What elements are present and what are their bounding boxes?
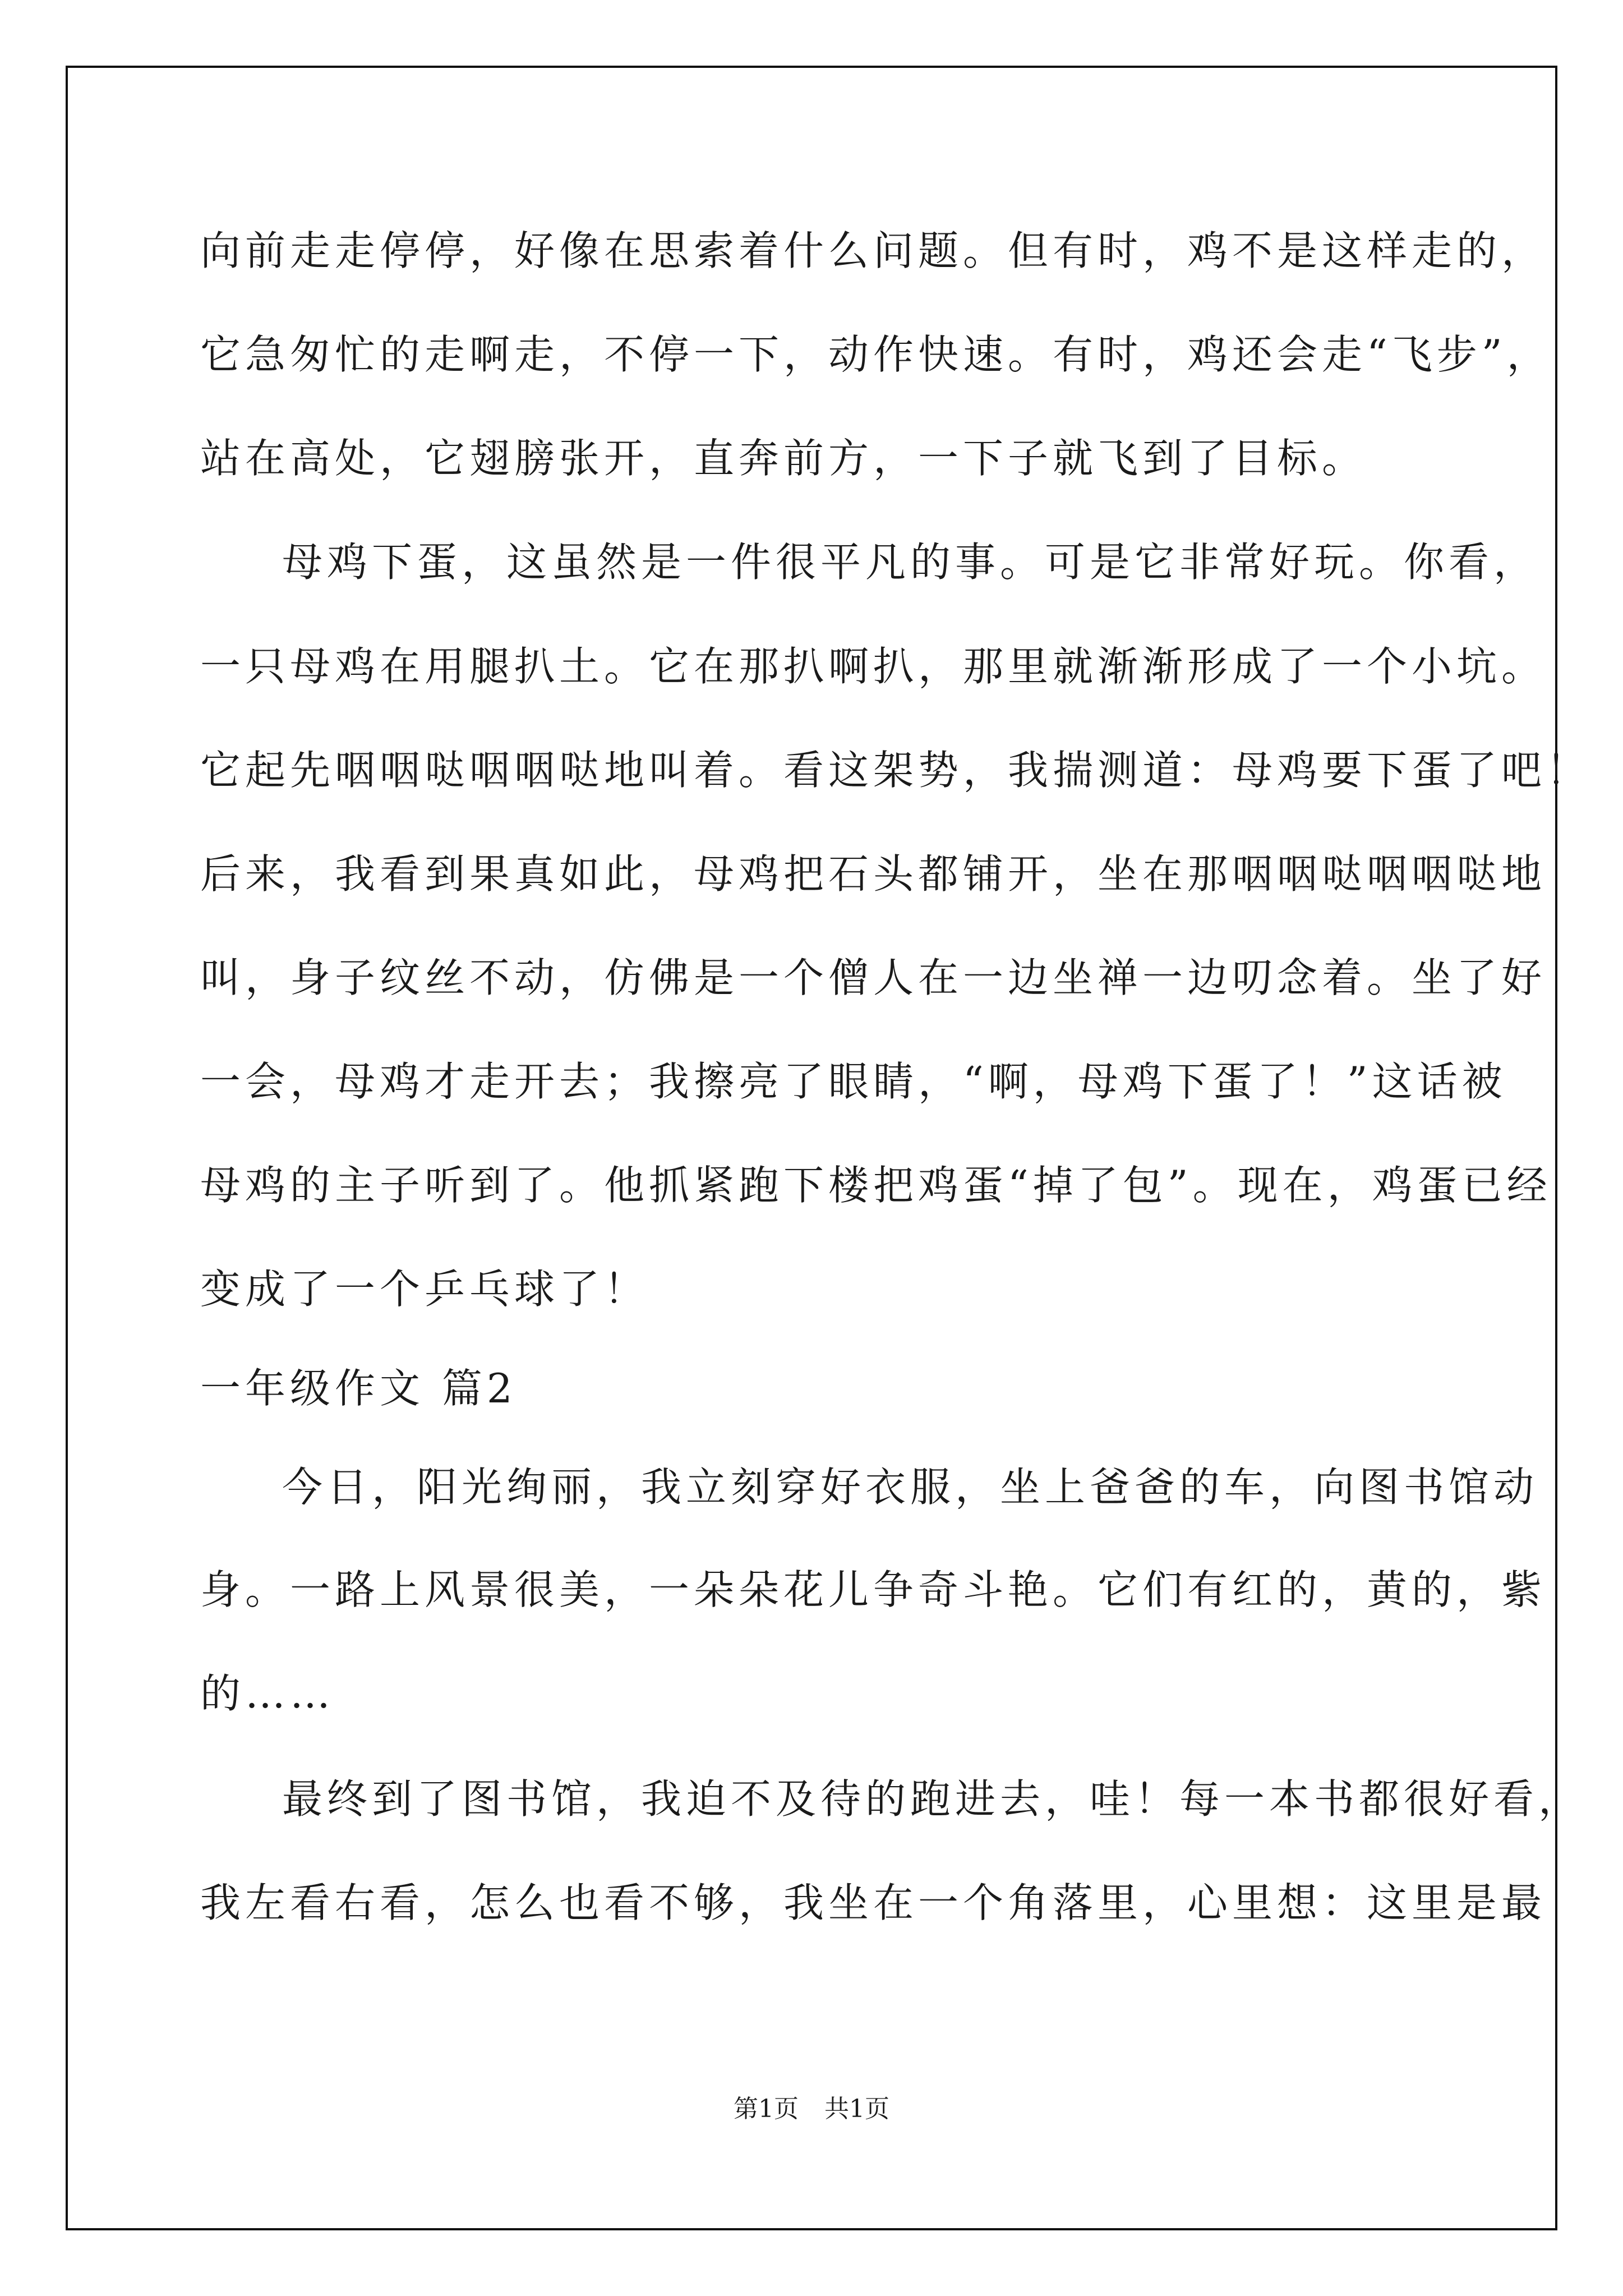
text-line: 一只母鸡在用腿扒土。它在那扒啊扒，那里就渐渐形成了一个小坑。 (200, 643, 1547, 690)
text-line: 变成了一个乒乓球了！ (200, 1266, 649, 1313)
text-line: 叫，身子纹丝不动，仿佛是一个僧人在一边坐禅一边叨念着。坐了好 (200, 954, 1547, 1001)
text-line: 一会，母鸡才走开去；我擦亮了眼睛，“啊，母鸡下蛋了！”这话被 (200, 1058, 1507, 1105)
text-line: 它起先咽咽哒咽咽哒地叫着。看这架势，我揣测道：母鸡要下蛋了吧！ (200, 747, 1592, 794)
text-line: 站在高处，它翅膀张开，直奔前方，一下子就飞到了目标。 (200, 435, 1367, 482)
text-line: 它急匆忙的走啊走，不停一下，动作快速。有时，鸡还会走“飞步”， (200, 331, 1552, 378)
text-line: 向前走走停停，好像在思索着什么问题。但有时，鸡不是这样走的， (200, 227, 1547, 274)
paragraph-start-line: 今日，阳光绚丽，我立刻穿好衣服，坐上爸爸的车，向图书馆动 (282, 1464, 1539, 1511)
paragraph-start-line: 母鸡下蛋，这虽然是一件很平凡的事。可是它非常好玩。你看， (282, 539, 1539, 586)
text-line: 后来，我看到果真如此，母鸡把石头都铺开，坐在那咽咽哒咽咽哒地 (200, 850, 1547, 898)
text-line: 母鸡的主子听到了。他抓紧跑下楼把鸡蛋“掉了包”。现在，鸡蛋已经 (200, 1162, 1552, 1209)
text-line: 我左看右看，怎么也看不够，我坐在一个角落里，心里想：这里是最 (200, 1879, 1547, 1926)
page-number: 第1页 (734, 2095, 799, 2123)
text-line: 的…… (200, 1670, 335, 1717)
text-line: 身。一路上风景很美，一朵朵花儿争奇斗艳。它们有红的，黄的，紫 (200, 1566, 1547, 1613)
page-total: 共1页 (824, 2095, 889, 2123)
page-footer (0, 2093, 1623, 2125)
section-heading: 一年级作文 篇2 (200, 1365, 517, 1412)
paragraph-start-line: 最终到了图书馆，我迫不及待的跑进去，哇！每一本书都很好看， (282, 1775, 1584, 1823)
